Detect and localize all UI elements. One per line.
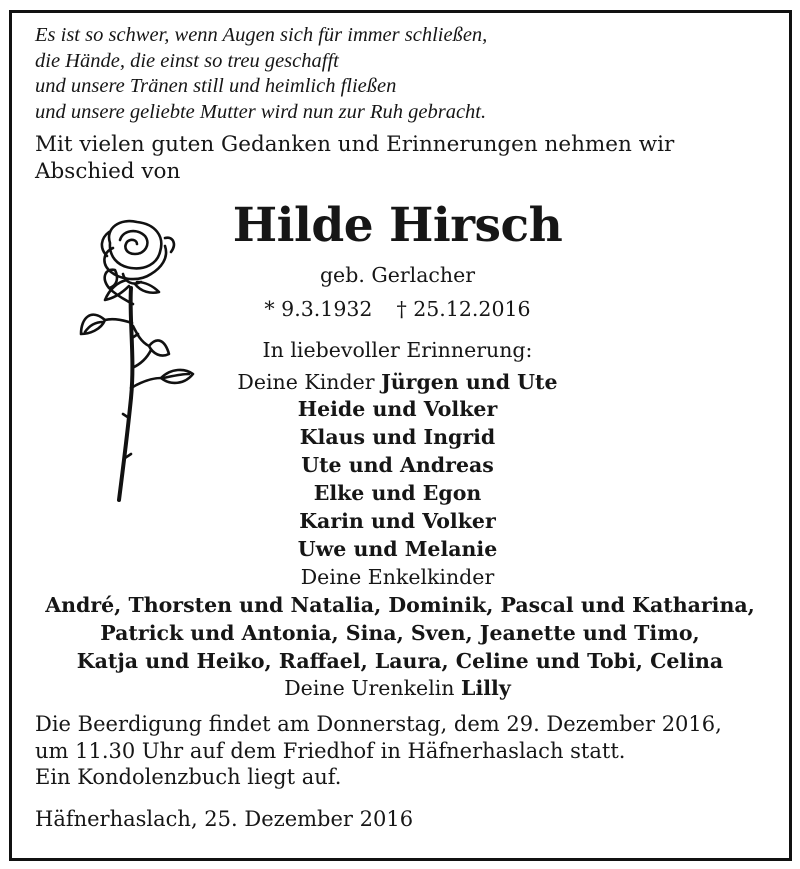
place-date: Häfnerhaslach, 25. Dezember 2016 [35,807,414,831]
children-first-line [130,369,665,396]
funeral-line: Ein Kondolenzbuch liegt auf. [35,765,342,789]
child-couple: Jürgen und Ute [381,370,558,394]
child-couple: Elke und Egon [313,481,482,505]
deceased-name: Hilde Hirsch [232,198,563,253]
grandchildren-line: Katja und Heiko, Raffael, Laura, Celine und Tobi, Celina [76,649,724,673]
poem-line: die Hände, die einst so treu geschafft [35,49,339,72]
birth-date: * 9.3.1932 [264,297,373,321]
intro-line: Mit vielen guten Gedanken und Erinnerungen nehmen wir [35,132,675,157]
poem-line: und unsere Tränen still und heimlich fließen [35,75,397,98]
funeral-line: um 11.30 Uhr auf dem Friedhof in Häfnerhaslach statt. [35,738,626,763]
children-label: Deine Kinder [237,370,375,394]
life-dates [130,296,665,323]
poem-line: Es ist so schwer, wenn Augen sich für immer schließen, [35,24,488,46]
memory-heading: In liebevoller Erinnerung: [262,338,533,362]
birth-name: geb. Gerlacher [319,263,476,287]
great-grandchild-name: Lilly [461,676,511,700]
child-couple: Heide und Volker [297,397,498,421]
grandchildren-line: Patrick und Antonia, Sina, Sven, Jeanette und Timo, [100,621,700,645]
poem [35,23,735,126]
child-couple: Klaus und Ingrid [299,425,496,449]
child-couple: Ute und Andreas [301,453,494,477]
poem-line: und unsere geliebte Mutter wird nun zur Ruh gebracht. [35,101,487,124]
child-couple: Karin und Volker [299,509,496,533]
intro-line: Abschied von [35,159,181,184]
child-couple: Uwe und Melanie [297,537,498,561]
intro-text [35,131,755,185]
great-grandchild-label: Deine Urenkelin [284,676,455,700]
funeral-line: Die Beerdigung findet am Donnerstag, dem 29. Dezember 2016, [35,712,722,736]
grandchildren-line: André, Thorsten und Natalia, Dominik, Pascal und Katharina, [45,593,755,617]
funeral-notice [35,711,775,791]
grandchildren-label: Deine Enkelkinder [300,565,495,589]
death-date: † 25.12.2016 [396,297,531,321]
great-grandchild-line [130,675,665,702]
